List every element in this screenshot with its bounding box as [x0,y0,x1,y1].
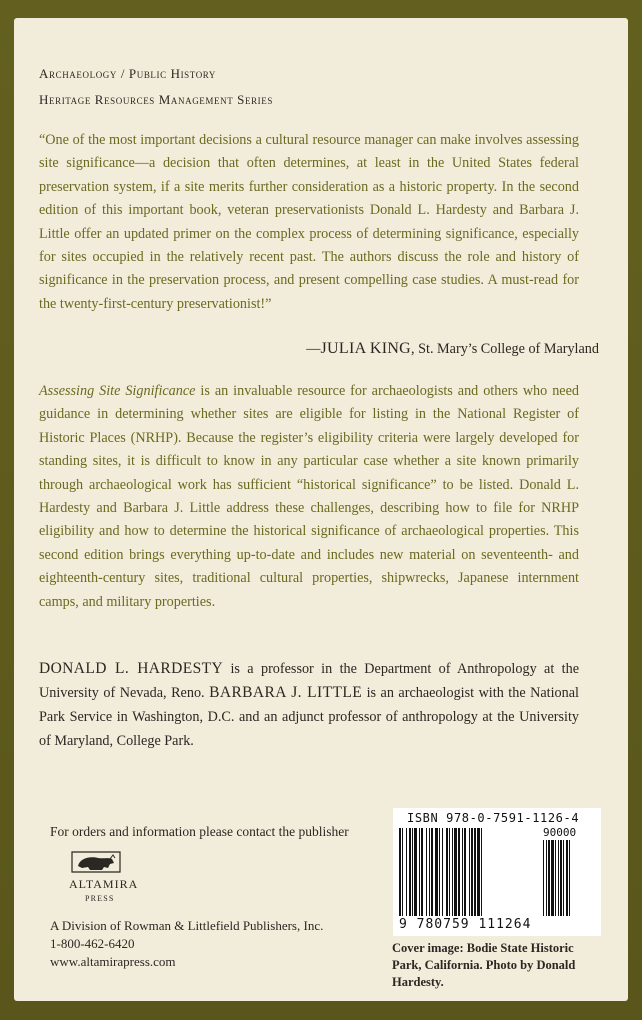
attribution-name: JULIA KING [320,340,412,357]
author2-bio: is an archaeologist with the National Park Service in Washington, D.C. and an adjunct professor of anthropology at the University of Maryland, College Park. [39,685,579,749]
author1-bio: is a professor in the Department of Anthropology at the University of Nevada, Reno. [39,661,579,701]
logo-press: PRESS [85,894,115,903]
endorsement-quote: “One of the most important decisions a cultural resource manager can make involves assessing site significance—a decision that often determines, at least in the United States federal preservation system, if a site merits further consideration as a historic property. In the second edition of this important book, veteran preservationists Donald L. Hardesty and Barbara J. Little offer an updated primer on the complex process of determining significance, especially for sites occupied in the relatively recent past. The authors discuss the role and history of significance in the preservation process, and present compelling case studies. A must-read for the twenty-first-century preservationist!” [39,132,579,312]
orders-info: For orders and information please contact the publisher [50,824,349,839]
endorsement-attribution [306,340,599,358]
subject-category: Archaeology / Public History [39,66,217,81]
description-text: is an invaluable resource for archaeologists and others who need guidance in determining whether sites are eligible for listing in the National Register of Historic Places (NRHP). Because the register’s eligibility criteria were largely developed for standing sites, it is difficult to know in any particular case whether a site known primarily through archaeological work has sufficient “historical significance” to be listed. Donald L. Hardesty and Barbara J. Little address these challenges, describing how to file for NRHP eligibility and how to determine the historical significance of archaeological properties. This second edition brings everything up-to-date and includes new material on seventeenth- and eighteenth-century sites, traditional cultural properties, shipwrecks, Japanese internment camps, and military properties. [39,383,579,610]
publisher-division: A Division of Rowman & Littlefield Publishers, Inc. [50,918,324,933]
series-name: Heritage Resources Management Series [39,92,273,107]
logo-wordmark: ALTAMIRA [69,877,139,891]
attribution-dash: — [306,341,321,357]
publisher-website[interactable]: www.altamirapress.com [50,954,176,969]
author2-name: BARBARA J. LITTLE [209,684,363,701]
author1-name: DONALD L. HARDESTY [39,660,224,677]
book-title: Assessing Site Significance [39,383,196,399]
publisher-info [50,917,323,971]
book-description [39,380,579,614]
barcode-digits: 9 780759 111264 [399,917,532,932]
isbn-number: ISBN 978-0-7591-1126-4 [407,811,580,825]
attribution-affiliation: , St. Mary’s College of Maryland [411,341,599,357]
price-code: 90000 [543,826,577,839]
author-bios [39,657,579,753]
cover-image-credit: Cover image: Bodie State Historic Park, California. Photo by Donald Hardesty. [392,941,576,989]
publisher-phone: 1-800-462-6420 [50,936,135,951]
